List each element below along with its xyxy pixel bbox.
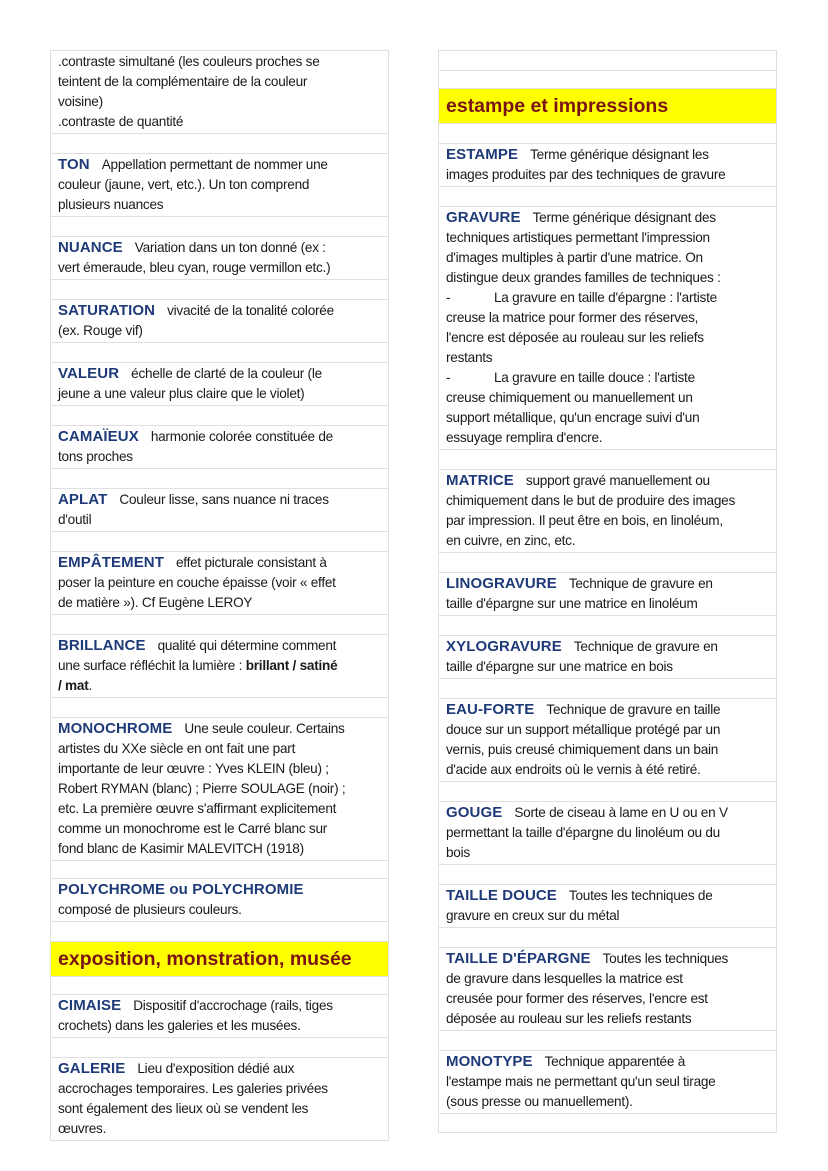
glossary-term: SATURATION <box>58 302 156 319</box>
definition-text: échelle de clarté de la couleur (le <box>131 366 322 381</box>
entry-line <box>58 719 381 739</box>
text-segment: une surface réfléchit la lumière : <box>58 658 246 673</box>
glossary-entry-intro <box>50 50 389 133</box>
entry-line <box>58 676 381 696</box>
blank-row <box>50 614 389 634</box>
entry-line <box>446 906 769 926</box>
definition-text: harmonie colorée constituée de <box>150 429 333 444</box>
bold-text: brillant / satiné <box>245 658 338 673</box>
glossary-column-right <box>438 50 777 1133</box>
entry-line <box>446 1009 769 1029</box>
definition-text: Dispositif d'accrochage (rails, tiges <box>133 998 333 1013</box>
entry-line <box>58 72 381 92</box>
glossary-term: LINOGRAVURE <box>446 575 557 592</box>
definition-text: Technique de gravure en <box>568 576 713 591</box>
definition-text: déposée au rouleau sur les reliefs restants <box>446 1011 692 1026</box>
blank-row <box>438 50 777 70</box>
definition-text: qualité qui détermine comment <box>157 638 337 653</box>
entry-line <box>446 388 769 408</box>
entry-line <box>446 165 769 185</box>
definition-text: support métallique, qu'un encrage suivi d'un <box>446 410 700 425</box>
section-heading: estampe et impressions <box>439 89 776 123</box>
entry-line <box>58 739 381 759</box>
definition-text: Couleur lisse, sans nuance ni traces <box>119 492 329 507</box>
definition-text: creuse la matrice pour former des réserves, <box>446 310 699 325</box>
blank-row <box>438 186 777 206</box>
entry-line <box>58 839 381 859</box>
definition-text: fond blanc de Kasimir MALEVITCH (1918) <box>58 841 304 856</box>
definition-text: etc. La première œuvre s'affirmant explicitement <box>58 801 337 816</box>
definition-text: Terme générique désignant des <box>532 210 716 225</box>
entry-line <box>446 740 769 760</box>
glossary-entry-gravure <box>438 206 777 449</box>
entry-line <box>58 1079 381 1099</box>
entry-line <box>58 819 381 839</box>
definition-text: Une seule couleur. Certains <box>184 721 345 736</box>
glossary-entry-taille-d-epargne <box>438 947 777 1030</box>
definition-text: Terme générique désignant les <box>530 147 709 162</box>
entry-line <box>446 637 769 657</box>
definition-text: jeune a une valeur plus claire que le violet) <box>58 386 305 401</box>
definition-text: œuvres. <box>58 1121 107 1136</box>
definition-text: (sous presse ou manuellement). <box>446 1094 633 1109</box>
definition-text: vivacité de la tonalité colorée <box>167 303 334 318</box>
glossary-entry-galerie <box>50 1057 389 1141</box>
definition-text: Technique de gravure en <box>573 639 718 654</box>
entry-line <box>446 949 769 969</box>
definition-text: vert émeraude, bleu cyan, rouge vermillon etc.) <box>58 260 331 275</box>
bold-text: / mat <box>58 678 89 693</box>
glossary-term: ESTAMPE <box>446 146 519 163</box>
definition-text: sont également des lieux où se vendent les <box>58 1101 309 1116</box>
definition-text: voisine) <box>58 94 103 109</box>
definition-text: restants <box>446 350 493 365</box>
glossary-entry-polychrome-ou-polychromie <box>50 878 389 921</box>
glossary-term: BRILLANCE <box>58 637 146 654</box>
entry-line <box>446 803 769 823</box>
blank-row <box>438 927 777 947</box>
entry-line <box>58 553 381 573</box>
blank-row <box>50 697 389 717</box>
entry-line <box>58 321 381 341</box>
definition-text: composé de plusieurs couleurs. <box>58 902 242 917</box>
entry-line <box>446 368 769 388</box>
entry-line <box>446 720 769 740</box>
glossary-entry-ton <box>50 153 389 216</box>
entry-line <box>446 1052 769 1072</box>
section-heading: exposition, monstration, musée <box>51 942 388 976</box>
entry-line <box>58 92 381 112</box>
entry-line <box>58 636 381 656</box>
glossary-term: CIMAISE <box>58 997 122 1014</box>
blank-row <box>50 468 389 488</box>
glossary-term: MONOTYPE <box>446 1053 533 1070</box>
definition-text: crochets) dans les galeries et les musées. <box>58 1018 301 1033</box>
entry-line <box>58 1016 381 1036</box>
section-cell <box>50 941 389 976</box>
glossary-term: VALEUR <box>58 365 120 382</box>
glossary-entry-taille-douce <box>438 884 777 927</box>
blank-row <box>438 70 777 88</box>
blank-row <box>50 405 389 425</box>
entry-line <box>446 471 769 491</box>
glossary-entry-aplat <box>50 488 389 531</box>
blank-row <box>438 781 777 801</box>
blank-row <box>438 678 777 698</box>
definition-text: en cuivre, en zinc, etc. <box>446 533 576 548</box>
entry-line <box>58 799 381 819</box>
definition-text: d'outil <box>58 512 92 527</box>
blank-row <box>50 976 389 994</box>
definition-text: .contraste simultané (les couleurs proches se <box>58 54 320 69</box>
entry-line <box>446 268 769 288</box>
entry-line <box>58 593 381 613</box>
definition-text: .contraste de quantité <box>58 114 184 129</box>
list-dash: - <box>446 290 451 305</box>
entry-line <box>58 510 381 530</box>
blank-row <box>438 864 777 884</box>
glossary-term: POLYCHROME ou POLYCHROMIE <box>58 881 304 898</box>
blank-row <box>50 921 389 941</box>
entry-line <box>446 989 769 1009</box>
blank-row <box>50 216 389 236</box>
entry-line <box>58 52 381 72</box>
entry-line <box>58 364 381 384</box>
section-cell <box>438 88 777 123</box>
definition-text: La gravure en taille douce : l'artiste <box>494 370 695 385</box>
entry-line <box>446 574 769 594</box>
definition-text: support gravé manuellement ou <box>525 473 710 488</box>
entry-line <box>446 228 769 248</box>
definition-text: Toutes les techniques <box>602 951 729 966</box>
definition-text: (ex. Rouge vif) <box>58 323 143 338</box>
definition-text: Toutes les techniques de <box>568 888 713 903</box>
entry-line <box>446 308 769 328</box>
entry-line <box>446 1072 769 1092</box>
glossary-entry-camaieux <box>50 425 389 468</box>
entry-line <box>58 301 381 321</box>
entry-line <box>446 531 769 551</box>
definition-text: couleur (jaune, vert, etc.). Un ton comprend <box>58 177 310 192</box>
entry-line <box>446 145 769 165</box>
glossary-entry-matrice <box>438 469 777 552</box>
blank-row <box>438 123 777 143</box>
definition-text: taille d'épargne sur une matrice en bois <box>446 659 673 674</box>
definition-text: gravure en creux sur du métal <box>446 908 620 923</box>
glossary-term: CAMAÏEUX <box>58 428 139 445</box>
entry-line <box>446 700 769 720</box>
definition-text: l'estampe mais ne permettant qu'un seul tirage <box>446 1074 716 1089</box>
glossary-term: GOUGE <box>446 804 503 821</box>
entry-line <box>446 208 769 228</box>
glossary-entry-gouge <box>438 801 777 864</box>
entry-line <box>446 288 769 308</box>
glossary-term: GRAVURE <box>446 209 521 226</box>
definition-text: de gravure dans lesquelles la matrice est <box>446 971 683 986</box>
blank-row <box>50 1037 389 1057</box>
entry-line <box>446 1092 769 1112</box>
glossary-entry-estampe <box>438 143 777 186</box>
glossary-term: TAILLE DOUCE <box>446 887 557 904</box>
definition-text: Variation dans un ton donné (ex : <box>134 240 326 255</box>
entry-line <box>58 656 381 676</box>
glossary-term: MONOCHROME <box>58 720 173 737</box>
glossary-term: TON <box>58 156 90 173</box>
entry-line <box>58 112 381 132</box>
entry-line <box>58 996 381 1016</box>
glossary-entry-saturation <box>50 299 389 342</box>
blank-row <box>50 133 389 153</box>
definition-text: creuse chimiquement ou manuellement un <box>446 390 693 405</box>
entry-line <box>446 348 769 368</box>
entry-line <box>446 594 769 614</box>
glossary-entry-cimaise <box>50 994 389 1037</box>
glossary-term: NUANCE <box>58 239 123 256</box>
definition-text: La gravure en taille d'épargne : l'artiste <box>494 290 717 305</box>
definition-text: bois <box>446 845 470 860</box>
entry-line <box>58 900 381 920</box>
definition-text: Lieu d'exposition dédié aux <box>137 1061 295 1076</box>
entry-line <box>58 880 381 900</box>
definition-text: distingue deux grandes familles de techniques : <box>446 270 721 285</box>
definition-text: taille d'épargne sur une matrice en linoléum <box>446 596 698 611</box>
glossary-entry-monochrome <box>50 717 389 860</box>
definition-text: images produites par des techniques de gravure <box>446 167 726 182</box>
entry-line <box>58 155 381 175</box>
glossary-term: XYLOGRAVURE <box>446 638 562 655</box>
blank-row <box>438 1030 777 1050</box>
entry-line <box>58 779 381 799</box>
definition-text: teintent de la complémentaire de la couleur <box>58 74 308 89</box>
definition-text: accrochages temporaires. Les galeries privées <box>58 1081 328 1096</box>
glossary-entry-eau-forte <box>438 698 777 781</box>
blank-row <box>438 552 777 572</box>
definition-text: Robert RYMAN (blanc) ; Pierre SOULAGE (noir) ; <box>58 781 346 796</box>
definition-text: Technique de gravure en taille <box>546 702 721 717</box>
definition-text: comme un monochrome est le Carré blanc sur <box>58 821 328 836</box>
glossary-entry-linogravure <box>438 572 777 615</box>
glossary-term: EAU-FORTE <box>446 701 535 718</box>
blank-row <box>438 1113 777 1133</box>
entry-line <box>58 427 381 447</box>
definition-text: douce sur un support métallique protégé par un <box>446 722 721 737</box>
definition-text: effet picturale consistant à <box>176 555 327 570</box>
entry-line <box>58 759 381 779</box>
glossary-entry-empatement <box>50 551 389 614</box>
list-dash: - <box>446 370 451 385</box>
blank-row <box>50 860 389 878</box>
definition-text: importante de leur œuvre : Yves KLEIN (bleu) ; <box>58 761 329 776</box>
glossary-entry-brillance <box>50 634 389 697</box>
entry-line <box>58 1099 381 1119</box>
glossary-entry-nuance <box>50 236 389 279</box>
entry-line <box>446 760 769 780</box>
entry-line <box>58 1119 381 1139</box>
entry-line <box>446 886 769 906</box>
entry-line <box>58 384 381 404</box>
entry-line <box>58 447 381 467</box>
definition-text: chimiquement dans le but de produire des images <box>446 493 735 508</box>
entry-line <box>58 258 381 278</box>
glossary-term: TAILLE D'ÉPARGNE <box>446 950 591 967</box>
definition-text: d'acide aux endroits où le vernis à été retiré. <box>446 762 701 777</box>
glossary-entry-xylogravure <box>438 635 777 678</box>
glossary-entry-monotype <box>438 1050 777 1113</box>
entry-line <box>58 1059 381 1079</box>
entry-line <box>446 969 769 989</box>
definition-text: techniques artistiques permettant l'impression <box>446 230 710 245</box>
glossary-term: GALERIE <box>58 1060 126 1077</box>
entry-line <box>446 328 769 348</box>
blank-row <box>438 615 777 635</box>
definition-text: artistes du XXe siècle en ont fait une part <box>58 741 296 756</box>
entry-line <box>58 490 381 510</box>
text-segment: . <box>88 678 93 693</box>
definition-text: vernis, puis creusé chimiquement dans un bain <box>446 742 719 757</box>
definition-text: Sorte de ciseau à lame en U ou en V <box>514 805 728 820</box>
glossary-term: MATRICE <box>446 472 514 489</box>
definition-text: poser la peinture en couche épaisse (voir « effet <box>58 575 336 590</box>
definition-text: d'images multiples à partir d'une matrice. On <box>446 250 703 265</box>
definition-text: essuyage remplira d'encre. <box>446 430 603 445</box>
glossary-term: APLAT <box>58 491 108 508</box>
glossary-term: EMPÂTEMENT <box>58 554 164 571</box>
definition-text: de matière »). Cf Eugène LEROY <box>58 595 253 610</box>
definition-text: Technique apparentée à <box>544 1054 686 1069</box>
entry-line <box>58 573 381 593</box>
definition-text: Appellation permettant de nommer une <box>101 157 328 172</box>
entry-line <box>58 238 381 258</box>
definition-text: creusée pour former des réserves, l'encre est <box>446 991 708 1006</box>
glossary-column-left <box>50 50 389 1141</box>
definition-text: par impression. Il peut être en bois, en linoléum, <box>446 513 723 528</box>
entry-line <box>446 657 769 677</box>
blank-row <box>50 342 389 362</box>
glossary-entry-valeur <box>50 362 389 405</box>
blank-row <box>50 279 389 299</box>
entry-line <box>58 175 381 195</box>
definition-text: l'encre est déposée au rouleau sur les reliefs <box>446 330 704 345</box>
definition-text: permettant la taille d'épargne du linoléum ou du <box>446 825 720 840</box>
definition-text: tons proches <box>58 449 133 464</box>
entry-line <box>446 408 769 428</box>
entry-line <box>446 823 769 843</box>
entry-line <box>446 491 769 511</box>
entry-line <box>446 843 769 863</box>
entry-line <box>446 248 769 268</box>
blank-row <box>50 531 389 551</box>
entry-line <box>58 195 381 215</box>
entry-line <box>446 428 769 448</box>
entry-line <box>446 511 769 531</box>
definition-text: plusieurs nuances <box>58 197 164 212</box>
blank-row <box>438 449 777 469</box>
